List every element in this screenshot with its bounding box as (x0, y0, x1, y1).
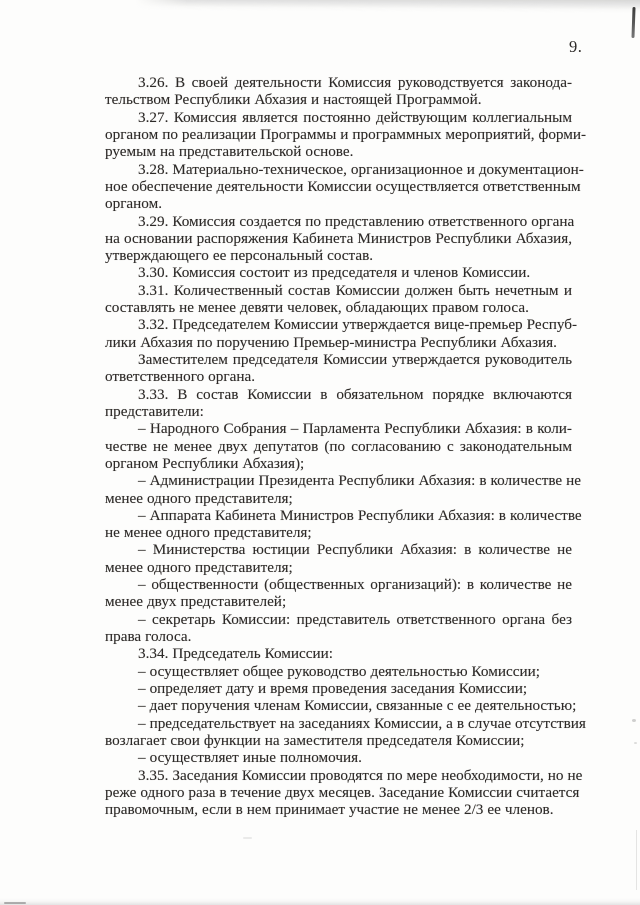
text-line: возлагает свои функции на заместителя председателя Комиссии; (105, 731, 525, 749)
document-body (105, 74, 587, 819)
text-line: ответственного органа. (105, 368, 255, 386)
text-line: 3.30. Комиссия состоит из председателя и членов Комиссии. (138, 264, 531, 282)
text-line: органом Республики Абхазия); (105, 454, 305, 472)
text-line: менее одного представителя; (105, 489, 293, 507)
text-line: – дает поручения членам Комиссии, связанные с ее деятельностью; (138, 697, 577, 715)
text-line: не менее одного представителя; (105, 524, 312, 542)
text-line: 3.31. Количественный состав Комиссии должен быть нечетным и (138, 281, 572, 299)
text-line: органом. (105, 195, 162, 213)
text-line: – определяет дату и время проведения заседания Комиссии; (138, 679, 528, 697)
text-line: – осуществляет иные полномочия. (138, 749, 362, 767)
text-line: утверждающего ее персональный состав. (105, 247, 374, 265)
text-line: – секретарь Комиссии: представитель ответственного органа без (138, 610, 572, 628)
page-number: 9. (569, 37, 583, 56)
text-line: честве не менее двух депутатов (по согласованию с законодательным (105, 437, 572, 455)
text-line: Заместителем председателя Комиссии утверждается руководитель (138, 351, 572, 368)
text-line: менее одного представителя; (105, 558, 293, 576)
text-line: 3.34. Председатель Комиссии: (138, 645, 333, 663)
text-line: 3.27. Комиссия является постоянно действующим коллегиальным (138, 108, 572, 126)
text-line: представители: (105, 402, 204, 420)
text-line: – Администрации Президента Республики Абхазия: в количестве не (138, 472, 582, 490)
text-line: – Министерства юстиции Республики Абхазия: в количестве не (138, 541, 572, 559)
scan-artifact-right-edge (636, 830, 638, 890)
text-line: руемым на представительской основе. (105, 143, 354, 161)
scan-artifact-bottom-left-mark (4, 902, 26, 904)
text-line: тельством Республики Абхазия и настоящей Программой. (105, 91, 482, 109)
text-line: на основании распоряжения Кабинета Министров Республики Абхазия, (105, 229, 572, 247)
text-line: 3.33. В состав Комиссии в обязательном порядке включаются (138, 385, 572, 403)
text-line: 3.32. Председателем Комиссии утверждается вице-премьер Респуб- (138, 316, 578, 334)
text-line: – Аппарата Кабинета Министров Республики Абхазия: в количестве (138, 506, 582, 524)
text-line: – председательствует на заседаниях Комиссии, а в случае отсутствия (138, 714, 586, 732)
text-line: правомочным, если в нем принимает участие не менее 2/3 ее членов. (105, 801, 554, 819)
text-line: менее двух представителей; (105, 593, 287, 611)
text-line: – общественности (общественных организаций): в количестве не (138, 576, 572, 594)
scan-artifact-top-band (135, 0, 640, 14)
text-line: 3.26. В своей деятельности Комиссия руководствуется законода- (138, 74, 572, 91)
scan-speck (243, 837, 252, 839)
scan-artifact-corner-line (631, 7, 635, 38)
text-line: права голоса. (105, 628, 192, 645)
text-line: 3.28. Материально-техническое, организационное и документацион- (138, 160, 584, 178)
text-line: – Народного Собрания – Парламента Республики Абхазия: в коли- (138, 420, 572, 438)
scan-artifact-bottom-band (0, 898, 640, 905)
text-line: 3.35. Заседания Комиссии проводятся по мере необходимости, но не (138, 766, 583, 784)
text-line: реже одного раза в течение двух месяцев. Заседание Комиссии считается (105, 783, 580, 801)
text-line: составлять не менее девяти человек, обладающих правом голоса. (105, 299, 529, 317)
text-line: – осуществляет общее руководство деятельностью Комиссии; (138, 662, 540, 680)
text-line: ное обеспечение деятельности Комиссии осуществляется ответственным (105, 177, 581, 195)
text-line: органом по реализации Программы и программных мероприятий, форми- (105, 125, 587, 143)
scan-speck (634, 742, 637, 744)
text-line: 3.29. Комиссия создается по представлению ответственного органа (138, 212, 575, 230)
scan-speck (632, 719, 636, 722)
text-line: лики Абхазия по поручению Премьер-министра Республики Абхазия. (105, 333, 557, 351)
